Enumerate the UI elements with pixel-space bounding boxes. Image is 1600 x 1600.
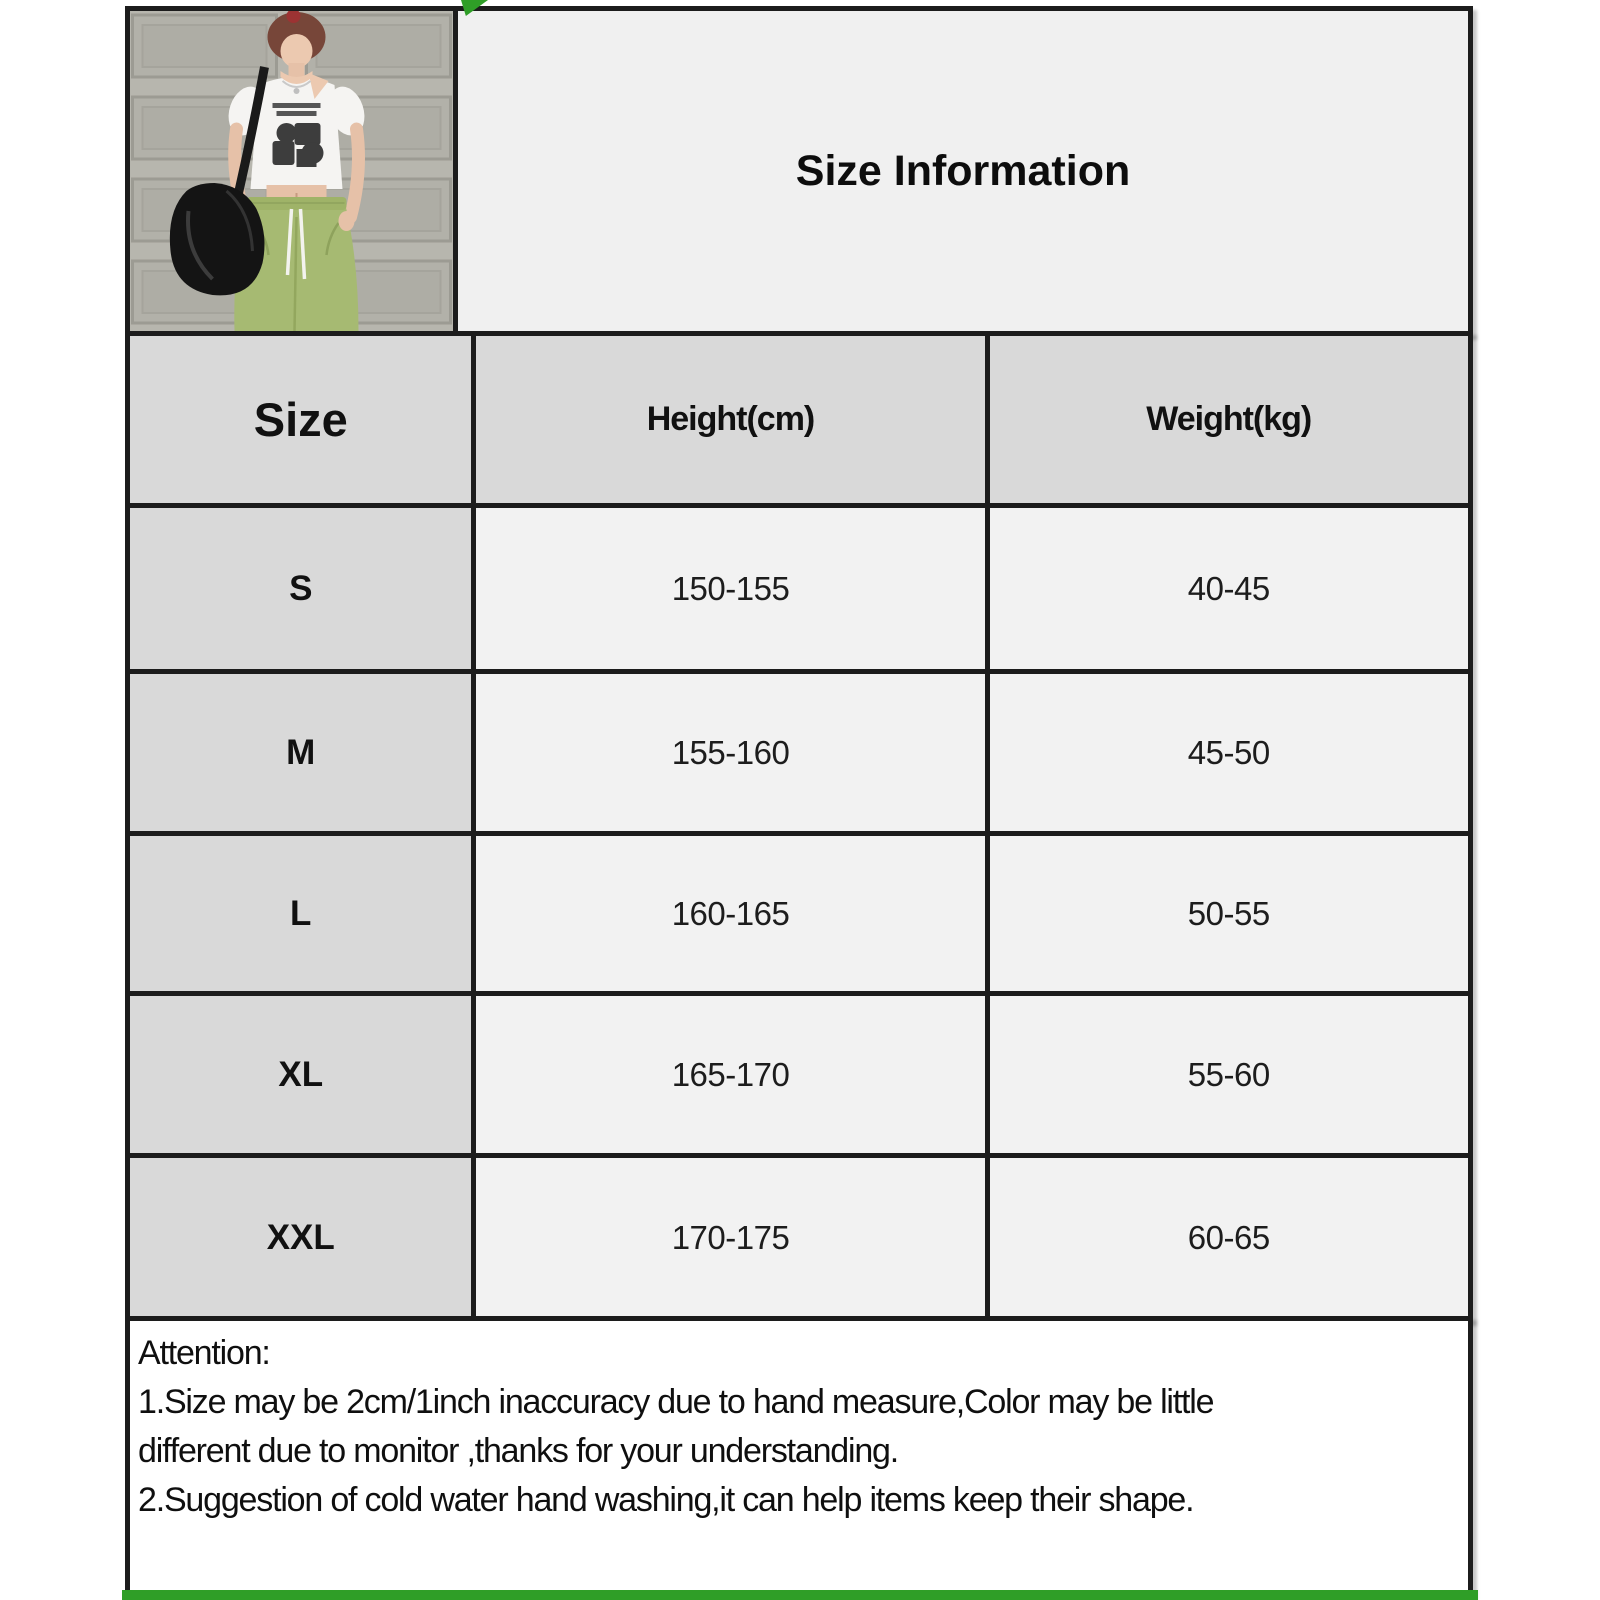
size-cell: S: [128, 506, 474, 672]
table-row: [128, 834, 1471, 994]
column-header-size: Size: [128, 334, 474, 506]
attention-note-line: 1.Size may be 2cm/1inch inaccuracy due to hand measure,Color may be little: [138, 1383, 1214, 1421]
weight-cell: 60-65: [987, 1156, 1471, 1320]
size-table-container: [125, 331, 1473, 1322]
product-photo: [125, 6, 458, 336]
size-information-header: [453, 6, 1473, 336]
attention-note-line: 2.Suggestion of cold water hand washing,it can help items keep their shape.: [138, 1481, 1194, 1519]
table-row: [128, 506, 1471, 672]
column-header-height: Height(cm): [474, 334, 987, 506]
attention-box: [125, 1316, 1473, 1597]
height-cell: 170-175: [474, 1156, 987, 1320]
size-cell: M: [128, 672, 474, 834]
height-cell: 160-165: [474, 834, 987, 994]
table-header-row: [128, 334, 1471, 506]
size-cell: XXL: [128, 1156, 474, 1320]
green-accent-bar: [122, 1590, 1478, 1600]
weight-cell: 45-50: [987, 672, 1471, 834]
size-cell: XL: [128, 994, 474, 1156]
weight-cell: 55-60: [987, 994, 1471, 1156]
height-cell: 150-155: [474, 506, 987, 672]
height-cell: 165-170: [474, 994, 987, 1156]
size-cell: L: [128, 834, 474, 994]
table-row: [128, 672, 1471, 834]
size-table: [125, 331, 1473, 1322]
height-cell: 155-160: [474, 672, 987, 834]
page-title: Size Information: [795, 146, 1131, 195]
weight-cell: 40-45: [987, 506, 1471, 672]
model-illustration: [130, 11, 453, 331]
weight-cell: 50-55: [987, 834, 1471, 994]
table-row: [128, 994, 1471, 1156]
table-row: [128, 1156, 1471, 1320]
attention-note-line: different due to monitor ,thanks for your understanding.: [138, 1432, 899, 1470]
column-header-weight: Weight(kg): [987, 334, 1471, 506]
attention-heading: Attention:: [138, 1334, 270, 1372]
